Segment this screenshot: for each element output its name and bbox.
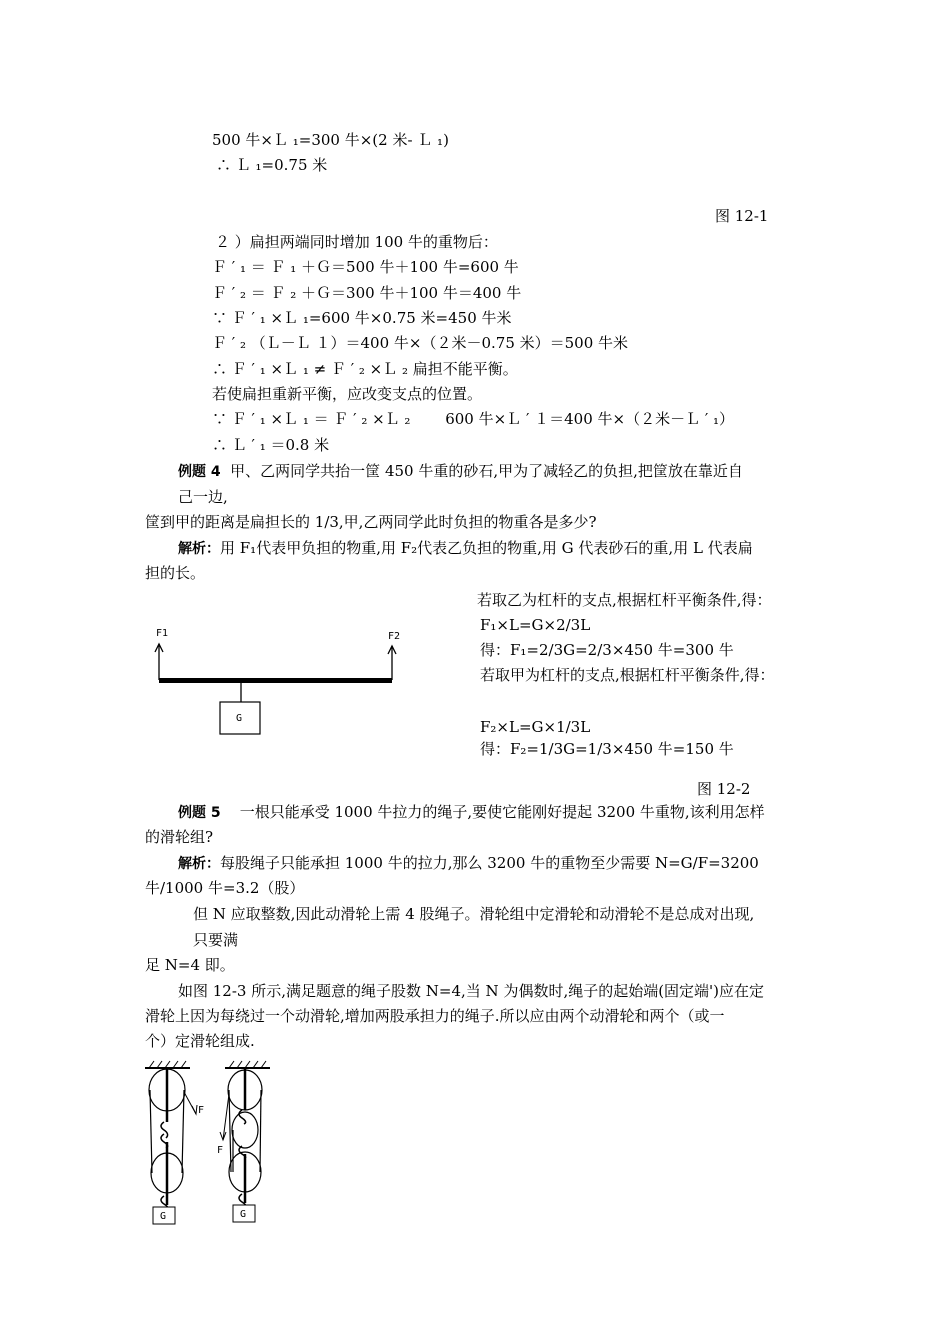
example-4-label: 例题 4	[178, 464, 221, 480]
example-4-solution-1	[178, 538, 753, 559]
calc-line-1: 500 牛×Ｌ ₁=300 牛×(2 米- Ｌ ₁)	[212, 131, 449, 149]
calc-line-10: ∵ Ｆ ′ ₁ ×Ｌ ₁ ＝ Ｆ ′ ₂ ×Ｌ ₂ 600 牛×Ｌ ′ １＝400 牛×（２米－Ｌ ′ ₁）	[212, 410, 735, 428]
example-4-right-4: 若取甲为杠杆的支点,根据杠杆平衡条件,得：	[480, 666, 775, 684]
example-5-line-1	[178, 802, 765, 823]
example-4-line-1	[178, 461, 743, 482]
pulley-diagram-left	[140, 1060, 215, 1225]
example-5-para-3: 足 N=4 即。	[145, 956, 235, 974]
movable-pulley-upper	[232, 1112, 258, 1148]
example-4-line-3: 筐到甲的距离是扁担长的 1/3,甲,乙两同学此时负担的物重各是多少?	[145, 513, 597, 531]
pulley-right-g-label: G	[240, 1209, 247, 1220]
calc-line-4: Ｆ ′ ₁ ＝ Ｆ ₁ ＋Ｇ＝500 牛＋100 牛=600 牛	[212, 258, 519, 276]
lever-f1-label: F1	[156, 628, 169, 639]
example-4-right-3: 得：F₁=2/3G=2/3×450 牛=300 牛	[480, 641, 734, 659]
example-4-solution-label: 解析：	[178, 541, 220, 557]
example-5-solution-1	[178, 853, 759, 874]
lever-beam	[159, 678, 392, 683]
example-4-text-1: 甲、乙两同学共抬一筐 450 牛重的砂石,甲为了减轻乙的负担,把筐放在靠近自	[230, 462, 743, 480]
pulley-left-f-label: F	[198, 1105, 205, 1116]
example-4-line-2: 己一边,	[178, 488, 228, 506]
example-5-line-2: 的滑轮组?	[145, 828, 214, 846]
example-5-solution-text: 每股绳子只能承担 1000 牛的拉力,那么 3200 牛的重物至少需要 N=G/F=3200	[220, 854, 759, 872]
example-4-right-5: F₂×L=G×1/3L	[480, 718, 591, 736]
figure-caption-12-2: 图 12-2	[697, 780, 751, 798]
example-5-solution-label: 解析：	[178, 856, 220, 872]
example-5-para-6: 个）定滑轮组成.	[145, 1032, 255, 1050]
example-4-right-6: 得：F₂=1/3G=1/3×450 牛=150 牛	[480, 740, 734, 758]
example-5-para-4: 如图 12-3 所示,满足题意的绳子股数 N=4,当 N 为偶数时,绳子的起始端(固定端')应在定	[178, 982, 765, 1000]
calc-line-7: Ｆ ′ ₂ （Ｌ－Ｌ １）＝400 牛×（２米－0.75 米）＝500 牛米	[212, 334, 629, 352]
calc-line-2: ∴ Ｌ ₁=0.75 米	[216, 156, 328, 174]
example-5-solution-2: 牛/1000 牛=3.2（股）	[145, 879, 305, 897]
pulley-diagram-right	[215, 1060, 290, 1225]
lever-f2-label: F2	[388, 631, 401, 642]
example-4-right-2: F₁×L=G×2/3L	[480, 616, 591, 634]
example-5-para-2: 只要满	[193, 931, 239, 949]
example-5-label: 例题 5	[178, 805, 221, 821]
lever-diagram	[150, 620, 410, 742]
pulley-left-g-label: G	[160, 1211, 167, 1222]
calc-line-11: ∴ Ｌ ′ ₁ ＝0.8 米	[212, 436, 330, 454]
calc-line-8: ∴ Ｆ ′ ₁ ×Ｌ ₁ ≠ Ｆ ′ ₂ ×Ｌ ₂ 扁担不能平衡。	[212, 360, 518, 378]
calc-line-3: ２ ）扁担两端同时增加 100 牛的重物后：	[215, 233, 498, 251]
example-4-solution-2: 担的长。	[145, 564, 206, 582]
calc-line-6: ∵ Ｆ ′ ₁ ×Ｌ ₁=600 牛×0.75 米=450 牛米	[212, 309, 512, 327]
example-4-solution-text: 用 F₁代表甲负担的物重,用 F₂代表乙负担的物重,用 G 代表砂石的重,用 L 代表扁	[220, 539, 753, 557]
example-5-para-1: 但 N 应取整数,因此动滑轮上需 4 股绳子。滑轮组中定滑轮和动滑轮不是总成对出现,	[193, 905, 755, 923]
calc-line-5: Ｆ ′ ₂ ＝ Ｆ ₂ ＋Ｇ＝300 牛＋100 牛＝400 牛	[212, 284, 522, 302]
example-5-text-1: 一根只能承受 1000 牛拉力的绳子,要使它能刚好提起 3200 牛重物,该利用怎样	[239, 803, 765, 821]
lever-weight-label: G	[236, 713, 243, 724]
example-4-right-1: 若取乙为杠杆的支点,根据杠杆平衡条件,得：	[477, 591, 772, 609]
pulley-right-f-label: F	[217, 1145, 224, 1156]
figure-caption-12-1: 图 12-1	[715, 207, 769, 225]
calc-line-9: 若使扁担重新平衡，应改变支点的位置。	[212, 385, 483, 403]
example-5-para-5: 滑轮上因为每绕过一个动滑轮,增加两股承担力的绳子.所以应由两个动滑轮和两个（或一	[145, 1007, 725, 1025]
